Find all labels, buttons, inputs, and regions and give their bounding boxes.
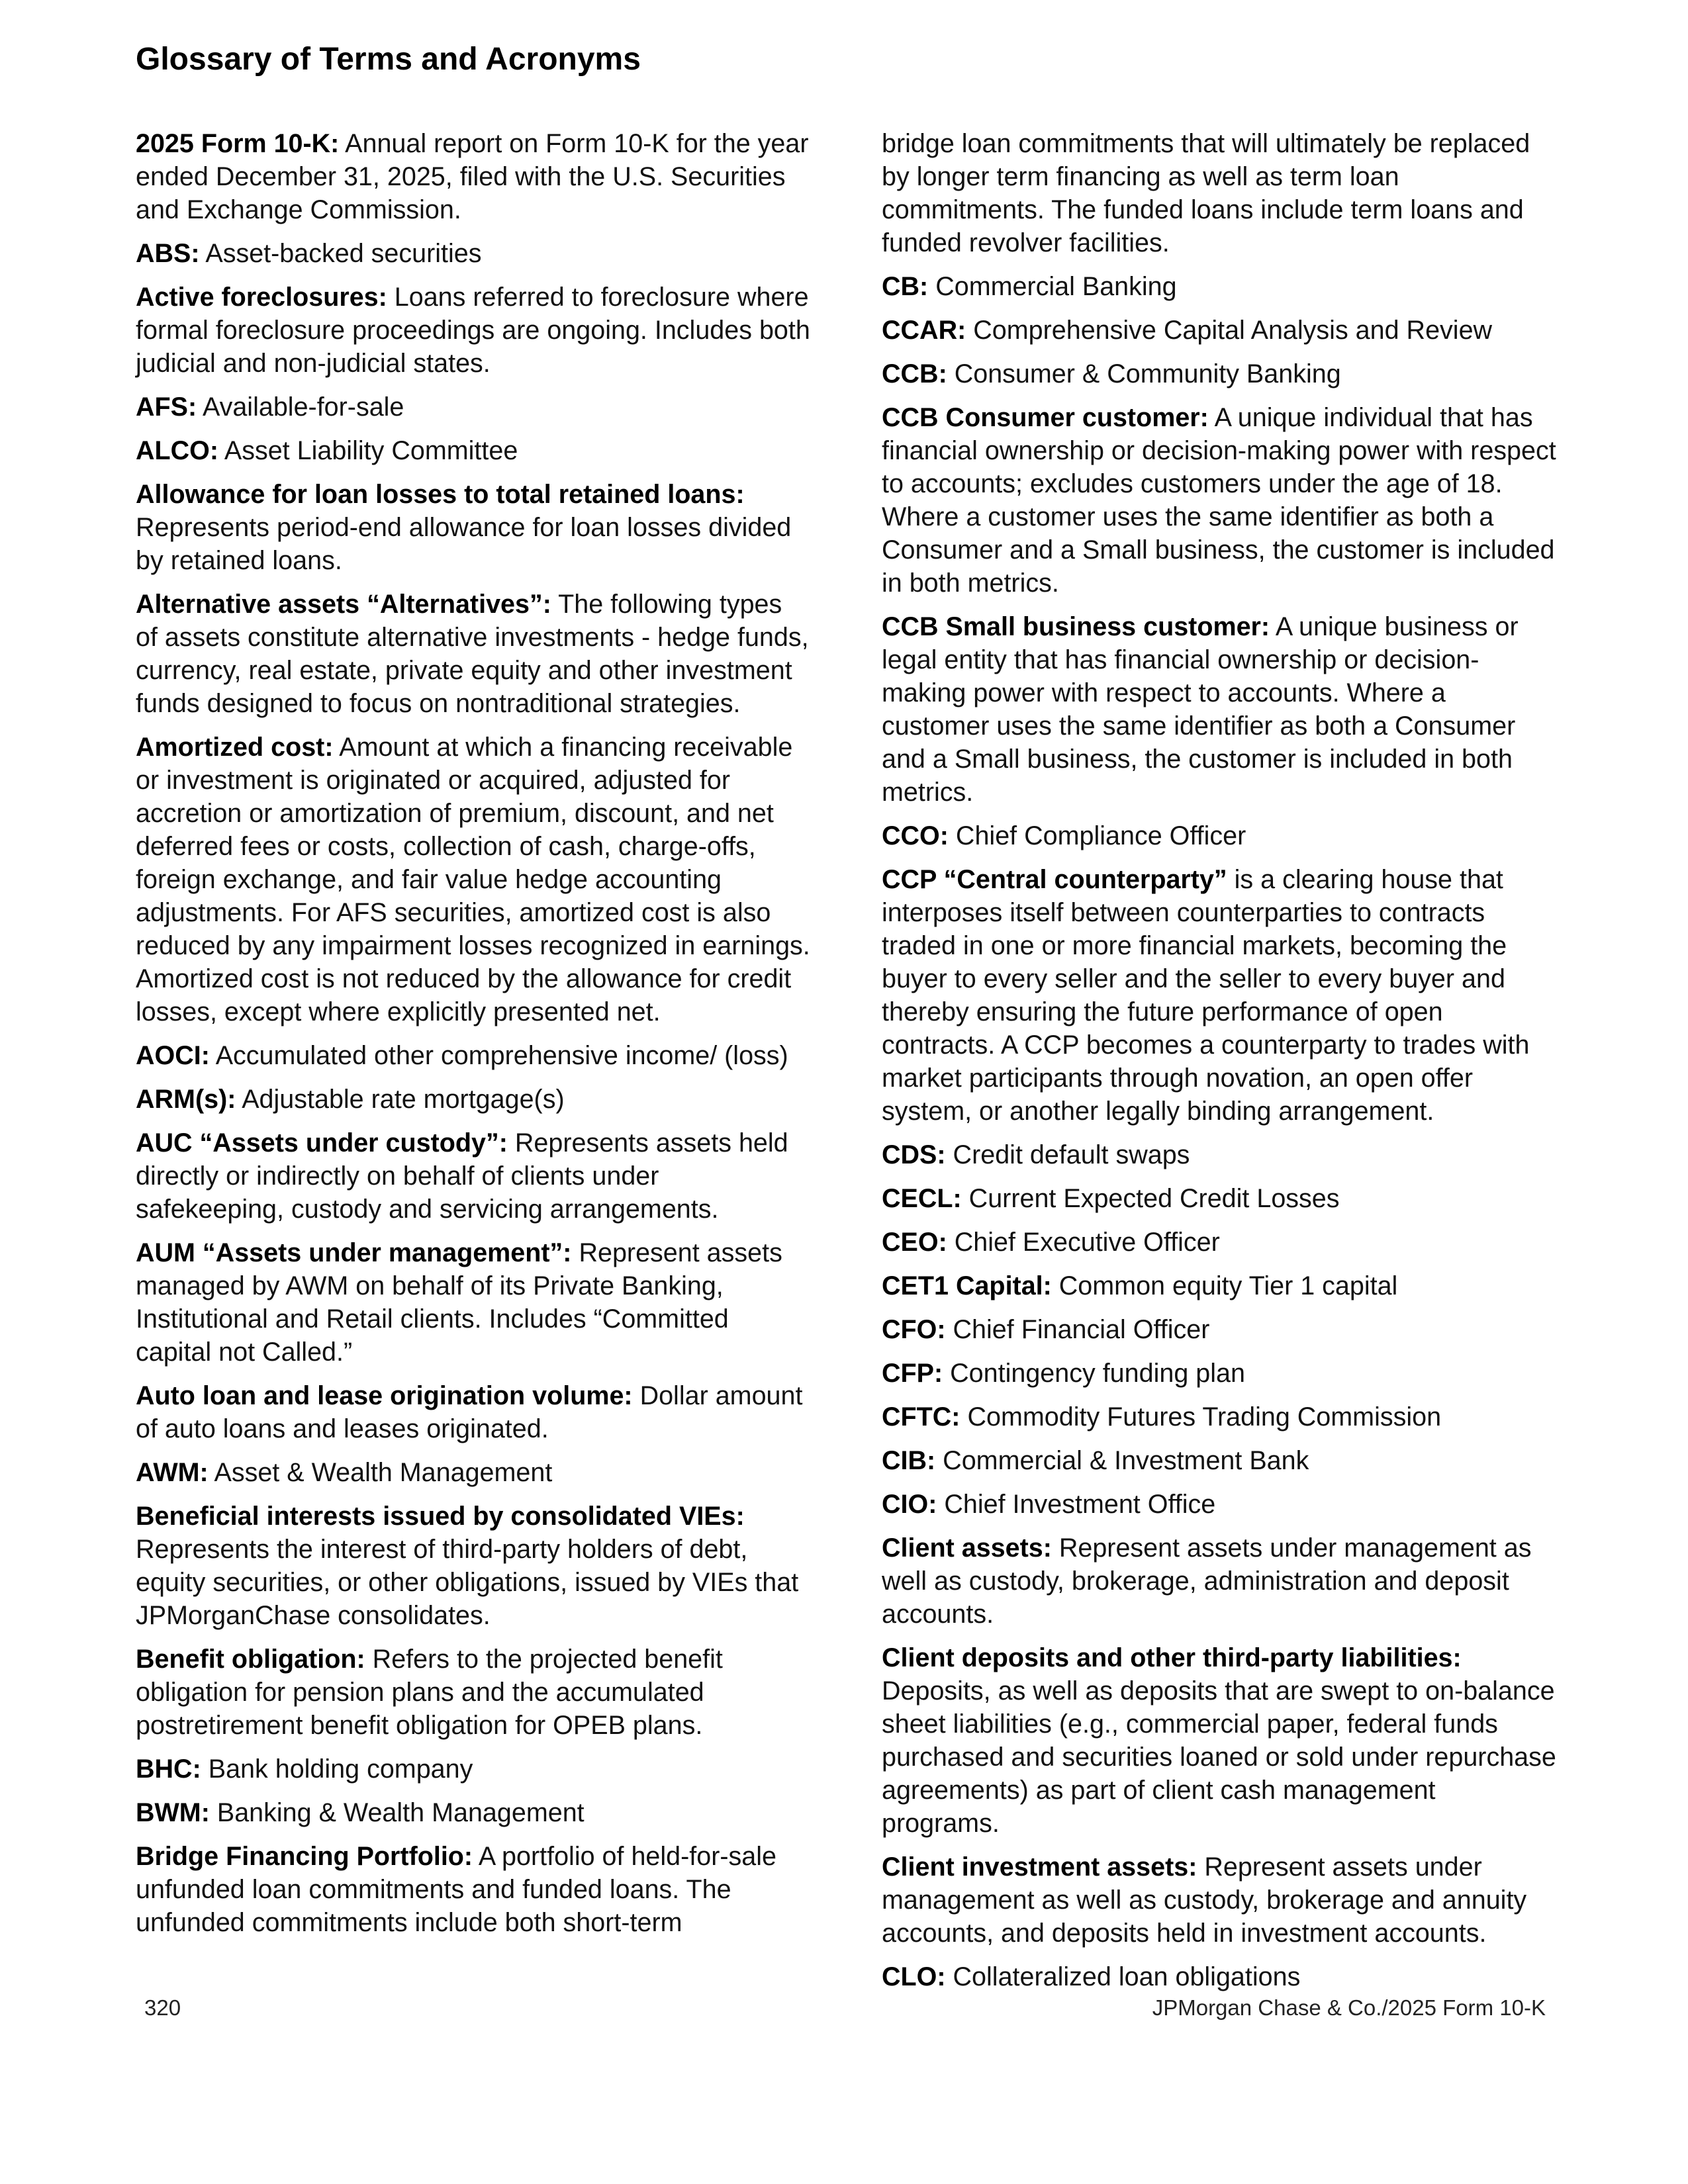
glossary-term: AUC “Assets under custody”: xyxy=(136,1128,508,1158)
glossary-term: Client investment assets: xyxy=(882,1852,1197,1882)
glossary-term: Bridge Financing Portfolio: xyxy=(136,1842,473,1871)
glossary-entry xyxy=(882,1850,1557,1950)
glossary-entry xyxy=(882,1226,1557,1259)
glossary-entry xyxy=(882,1357,1557,1390)
glossary-entry xyxy=(882,1269,1557,1302)
glossary-term: CET1 Capital: xyxy=(882,1271,1052,1300)
glossary-term: AWM: xyxy=(136,1458,209,1487)
glossary-term: CFTC: xyxy=(882,1402,961,1432)
glossary-definition: Asset Liability Committee xyxy=(224,436,518,465)
glossary-term: Amortized cost: xyxy=(136,733,334,762)
page-number: 320 xyxy=(144,1995,181,2020)
glossary-definition: Banking & Wealth Management xyxy=(216,1798,585,1827)
glossary-entry xyxy=(882,610,1557,809)
glossary-entry xyxy=(136,390,811,424)
glossary-entry xyxy=(136,1456,811,1489)
glossary-term: CIO: xyxy=(882,1490,937,1519)
glossary-term: CCB Consumer customer: xyxy=(882,403,1209,432)
glossary-definition: Asset & Wealth Management xyxy=(214,1458,553,1487)
glossary-term: CFO: xyxy=(882,1315,946,1344)
glossary-definition: Commodity Futures Trading Commission xyxy=(967,1402,1442,1432)
glossary-definition: Chief Financial Officer xyxy=(953,1315,1210,1344)
glossary-definition: The following types of assets constitute alternative investments - hedge funds, currency, real estate, private equity and other investment funds designed to focus on nontraditional strategies. xyxy=(136,590,809,718)
glossary-term: ABS: xyxy=(136,239,200,268)
glossary-term: AUM “Assets under management”: xyxy=(136,1238,572,1267)
glossary-term: AOCI: xyxy=(136,1041,210,1070)
glossary-term: CFP: xyxy=(882,1359,943,1388)
glossary-definition: Accumulated other comprehensive income/ (loss) xyxy=(215,1041,788,1070)
glossary-term: CLO: xyxy=(882,1962,946,1991)
glossary-definition: Asset-backed securities xyxy=(205,239,482,268)
glossary-term: CECL: xyxy=(882,1184,962,1213)
glossary-column-right xyxy=(882,127,1557,2004)
glossary-definition: Represents period-end allowance for loan losses divided by retained loans. xyxy=(136,513,792,575)
glossary-definition: Represent assets under management as well as custody, brokerage, administration and deposit accounts. xyxy=(882,1533,1532,1629)
glossary-definition: bridge loan commitments that will ultimately be replaced by longer term financing as well as term loan commitments. The funded loans include term loans and funded revolver facilities. xyxy=(882,129,1530,257)
glossary-definition: Represent assets managed by AWM on behalf of its Private Banking, Institutional and Retail clients. Includes “Committed capital not Called.” xyxy=(136,1238,782,1367)
glossary-term: CCP “Central counterparty” xyxy=(882,865,1227,894)
glossary-entry xyxy=(136,1083,811,1116)
glossary-entry xyxy=(882,1531,1557,1631)
glossary-entry xyxy=(882,1488,1557,1521)
glossary-entry xyxy=(136,434,811,467)
glossary-entry xyxy=(882,270,1557,303)
glossary-term: Alternative assets “Alternatives”: xyxy=(136,590,551,619)
glossary-definition: Loans referred to foreclosure where formal foreclosure proceedings are ongoing. Includes both judicial and non-judicial states. xyxy=(136,283,810,378)
glossary-definition: Chief Compliance Officer xyxy=(955,821,1246,850)
glossary-definition: A unique individual that has financial ownership or decision-making power with respect to accounts; excludes customers under the age of 18. Where a customer uses the same identifier as both a Consumer and a Small business, the customer is included in both metrics. xyxy=(882,403,1556,598)
glossary-definition: A portfolio of held-for-sale unfunded loan commitments and funded loans. The unfunded commitments include both short-term xyxy=(136,1842,776,1937)
glossary-definition: Deposits, as well as deposits that are swept to on-balance sheet liabilities (e.g., commercial paper, federal funds purchased and securities loaned or sold under repurchase agreements) as part of client cash management programs. xyxy=(882,1676,1556,1838)
glossary-definition: Common equity Tier 1 capital xyxy=(1058,1271,1398,1300)
glossary-definition: Chief Executive Officer xyxy=(954,1228,1220,1257)
glossary-term: CCB Small business customer: xyxy=(882,612,1270,641)
glossary-entry xyxy=(882,314,1557,347)
glossary-entry xyxy=(136,731,811,1028)
glossary-definition: Commercial Banking xyxy=(935,272,1177,301)
glossary-entry xyxy=(136,237,811,270)
glossary-entry xyxy=(136,1379,811,1445)
glossary-definition: Available-for-sale xyxy=(202,392,404,422)
glossary-definition: Amount at which a financing receivable or investment is originated or acquired, adjusted for accretion or amortization of premium, discount, and net deferred fees or costs, collection of cash, charge-offs, foreign exchange, and fair value hedge accounting adjustments. For AFS securities, amortized cost is also reduced by any impairment losses recognized in earnings. Amortized cost is not reduced by the allowance for credit losses, except where explicitly presented net. xyxy=(136,733,810,1026)
glossary-term: Active foreclosures: xyxy=(136,283,387,312)
glossary-term: BWM: xyxy=(136,1798,210,1827)
glossary-entry xyxy=(136,1236,811,1369)
glossary-term: CCO: xyxy=(882,821,949,850)
glossary-definition: Refers to the projected benefit obligation for pension plans and the accumulated postretirement benefit obligation for OPEB plans. xyxy=(136,1645,723,1740)
glossary-term: AFS: xyxy=(136,392,197,422)
glossary-term: ARM(s): xyxy=(136,1085,236,1114)
glossary-entry xyxy=(882,1444,1557,1477)
glossary-definition: Current Expected Credit Losses xyxy=(968,1184,1340,1213)
glossary-entry xyxy=(882,1313,1557,1346)
glossary-entry xyxy=(136,588,811,720)
glossary-definition: Adjustable rate mortgage(s) xyxy=(242,1085,565,1114)
glossary-entry xyxy=(136,281,811,380)
glossary-entry xyxy=(882,1138,1557,1171)
glossary-term: ALCO: xyxy=(136,436,219,465)
glossary-definition: Credit default swaps xyxy=(953,1140,1190,1169)
glossary-entry xyxy=(136,1840,811,1939)
glossary-definition: A unique business or legal entity that has financial ownership or decision-making power with respect to accounts. Where a customer uses the same identifier as both a Consumer and a Small business, the customer is included in both metrics. xyxy=(882,612,1519,807)
glossary-definition: Comprehensive Capital Analysis and Review xyxy=(973,316,1493,345)
page-title: Glossary of Terms and Acronyms xyxy=(136,42,641,77)
glossary-entry xyxy=(136,1796,811,1829)
glossary-definition: Contingency funding plan xyxy=(950,1359,1245,1388)
glossary-term: CIB: xyxy=(882,1446,936,1475)
glossary-entry xyxy=(136,1039,811,1072)
glossary-entry xyxy=(136,1500,811,1632)
glossary-definition: Chief Investment Office xyxy=(944,1490,1216,1519)
glossary-definition: Represent assets under management as well as custody, brokerage and annuity accounts, and deposits held in investment accounts. xyxy=(882,1852,1527,1948)
glossary-term: Client deposits and other third-party liabilities: xyxy=(882,1643,1462,1672)
glossary-term: Benefit obligation: xyxy=(136,1645,365,1674)
glossary-term: CB: xyxy=(882,272,929,301)
glossary-entry xyxy=(882,1960,1557,1993)
glossary-definition: Represents the interest of third-party holders of debt, equity securities, or other obligations, issued by VIEs that JPMorganChase consolidates. xyxy=(136,1535,799,1630)
glossary-definition: Annual report on Form 10-K for the year ended December 31, 2025, filed with the U.S. Securities and Exchange Commission. xyxy=(136,129,809,224)
glossary-term: BHC: xyxy=(136,1754,201,1784)
glossary-entry xyxy=(882,863,1557,1128)
glossary-entry xyxy=(136,127,811,226)
glossary-entry xyxy=(882,1400,1557,1433)
glossary-term: Client assets: xyxy=(882,1533,1052,1563)
glossary-term: CCB: xyxy=(882,359,947,388)
glossary-entry xyxy=(882,1182,1557,1215)
glossary-entry xyxy=(882,401,1557,600)
glossary-definition: Collateralized loan obligations xyxy=(953,1962,1301,1991)
glossary-entry xyxy=(882,127,1557,259)
document-footer: JPMorgan Chase & Co./2025 Form 10-K xyxy=(1152,1995,1546,2020)
glossary-entry xyxy=(136,1643,811,1742)
glossary-definition: Bank holding company xyxy=(208,1754,473,1784)
glossary-entry xyxy=(136,478,811,577)
glossary-term: 2025 Form 10-K: xyxy=(136,129,340,158)
glossary-term: CDS: xyxy=(882,1140,946,1169)
glossary-term: Allowance for loan losses to total retained loans: xyxy=(136,480,745,509)
glossary-entry xyxy=(882,357,1557,390)
glossary-column-left xyxy=(136,127,811,1950)
glossary-term: CEO: xyxy=(882,1228,947,1257)
glossary-definition: Dollar amount of auto loans and leases originated. xyxy=(136,1381,803,1443)
glossary-entry xyxy=(882,1641,1557,1840)
glossary-term: Beneficial interests issued by consolidated VIEs: xyxy=(136,1502,745,1531)
glossary-entry xyxy=(136,1126,811,1226)
glossary-entry xyxy=(136,1752,811,1786)
glossary-term: CCAR: xyxy=(882,316,966,345)
glossary-definition: is a clearing house that interposes itself between counterparties to contracts traded in one or more financial markets, becoming the buyer to every seller and the seller to every buyer and thereby ensuring the future performance of open contracts. A CCP becomes a counterparty to trades with market participants through novation, an open offer system, or another legally binding arrangement. xyxy=(882,865,1530,1126)
glossary-term: Auto loan and lease origination volume: xyxy=(136,1381,633,1410)
glossary-definition: Commercial & Investment Bank xyxy=(943,1446,1309,1475)
glossary-definition: Consumer & Community Banking xyxy=(954,359,1341,388)
glossary-entry xyxy=(882,819,1557,852)
glossary-definition: Represents assets held directly or indirectly on behalf of clients under safekeeping, custody and servicing arrangements. xyxy=(136,1128,788,1224)
